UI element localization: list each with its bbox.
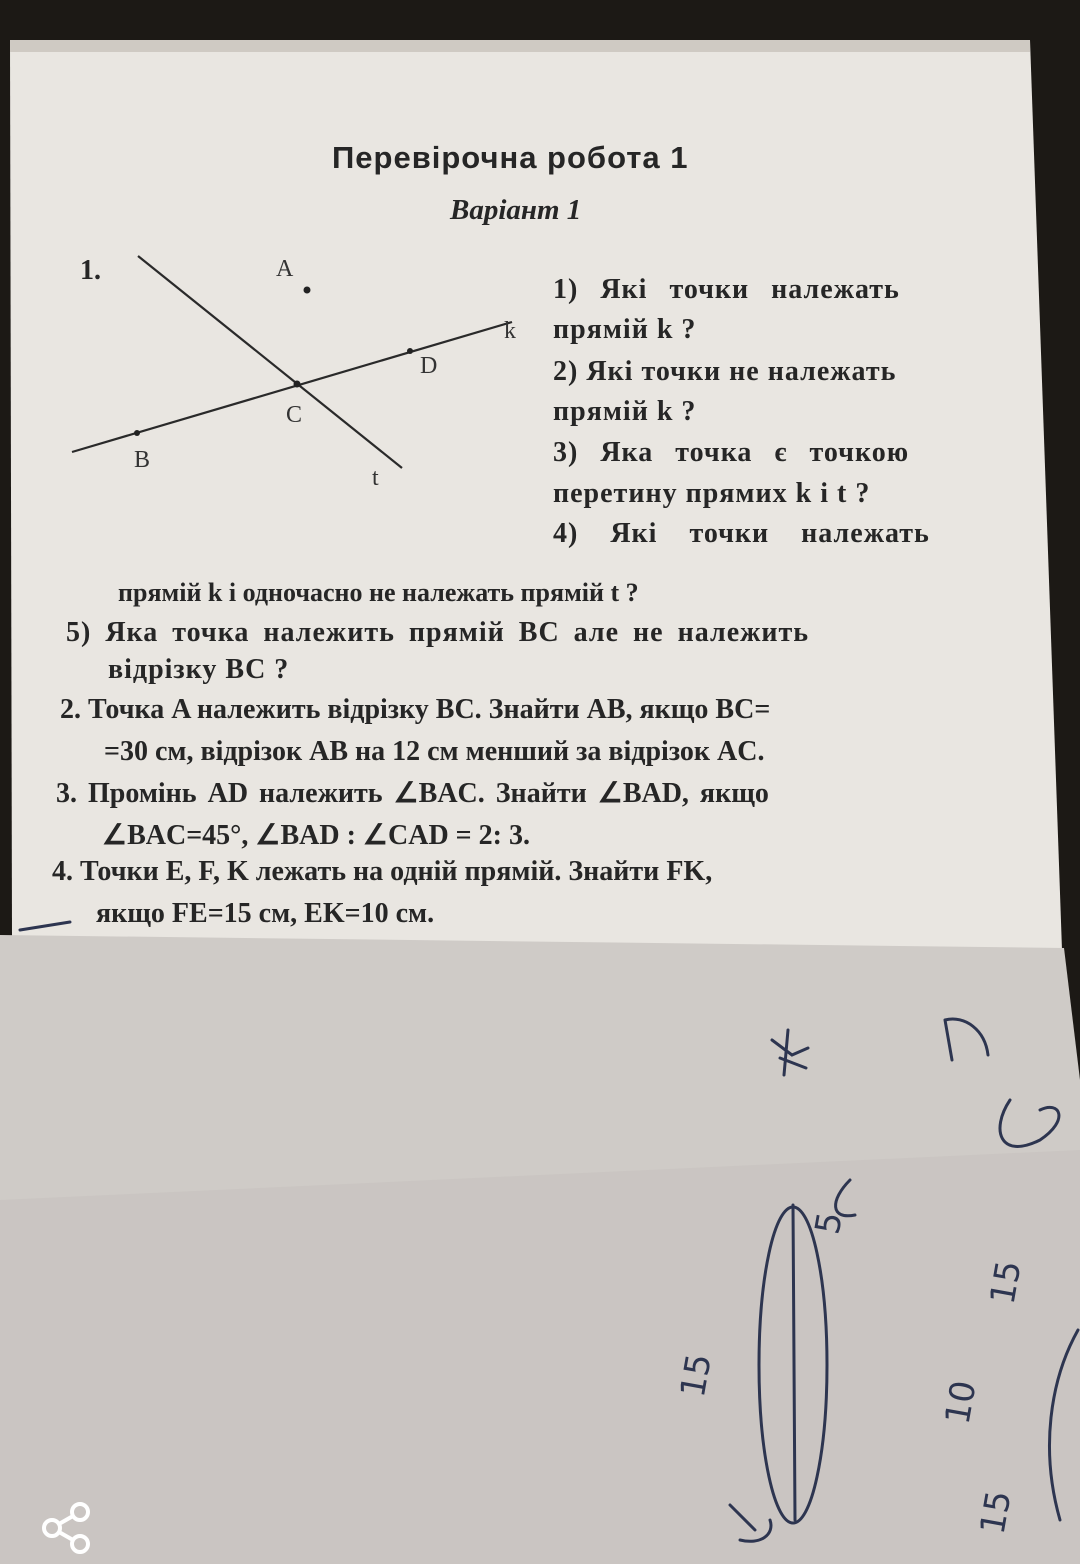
problem-1-q1-cont: прямій k ?: [553, 314, 697, 345]
problem-2-line-2: =30 см, відрізок AB на 12 см менший за відрізок AC.: [104, 736, 765, 767]
problem-1-number: 1.: [80, 255, 101, 286]
textbook-page: [10, 40, 1062, 950]
ink-number-15c: 15: [972, 1487, 1020, 1538]
point-a: [304, 287, 311, 294]
ink-line-1: [793, 1205, 795, 1520]
notebook-sheet-shade: [0, 1150, 1080, 1564]
point-c: [294, 381, 301, 388]
variant-label: Варіант 1: [450, 194, 582, 226]
ink-number-5: 5: [807, 1209, 851, 1238]
label-k: k: [504, 318, 516, 344]
point-b: [134, 430, 140, 436]
label-d: D: [420, 353, 438, 379]
problem-4-line-1: 4. Точки E, F, K лежать на одній прямій. Знайти FK,: [52, 856, 713, 887]
problem-2-line-1: 2. Точка A належить відрізку BC. Знайти AB, якщо BC=: [60, 694, 771, 725]
problem-1-q5-cont: відрізку BC ?: [108, 654, 290, 685]
problem-3-line-1: 3. Промінь AD належить ∠BAC. Знайти ∠BAD, якщо: [56, 778, 769, 809]
problem-1-q2-cont: прямій k ?: [553, 396, 697, 427]
page-title: Перевірочна робота 1: [332, 140, 689, 175]
problem-4-line-2: якщо FE=15 см, EK=10 см.: [96, 898, 435, 929]
ink-number-15a: 15: [673, 1350, 720, 1401]
label-t: t: [372, 465, 379, 491]
label-a: A: [276, 256, 294, 282]
label-b: B: [134, 447, 151, 473]
problem-1-q4-cont: прямій k і одночасно не належать прямій t ?: [118, 578, 639, 607]
share-button[interactable]: [38, 1500, 94, 1556]
problem-1-q3: 3) Яка точка є точкою: [553, 437, 910, 468]
point-d: [407, 348, 413, 354]
share-icon: [38, 1500, 94, 1556]
ink-number-15b: 15: [982, 1257, 1030, 1308]
problem-1-q3-cont: перетину прямих k і t ?: [553, 478, 871, 509]
problem-1-q4: 4) Які точки належать: [553, 518, 930, 549]
label-c: C: [286, 402, 303, 428]
problem-1-q5: 5) Яка точка належить прямій BC але не належить: [66, 617, 810, 648]
problem-1-q2: 2) Які точки не належать: [553, 356, 897, 387]
page-shadow-top: [10, 40, 1030, 52]
problem-1-q1: 1) Які точки належать: [553, 274, 900, 305]
problem-3-line-2: ∠BAC=45°, ∠BAD : ∠CAD = 2: 3.: [102, 820, 530, 851]
ink-number-10: 10: [937, 1377, 985, 1428]
